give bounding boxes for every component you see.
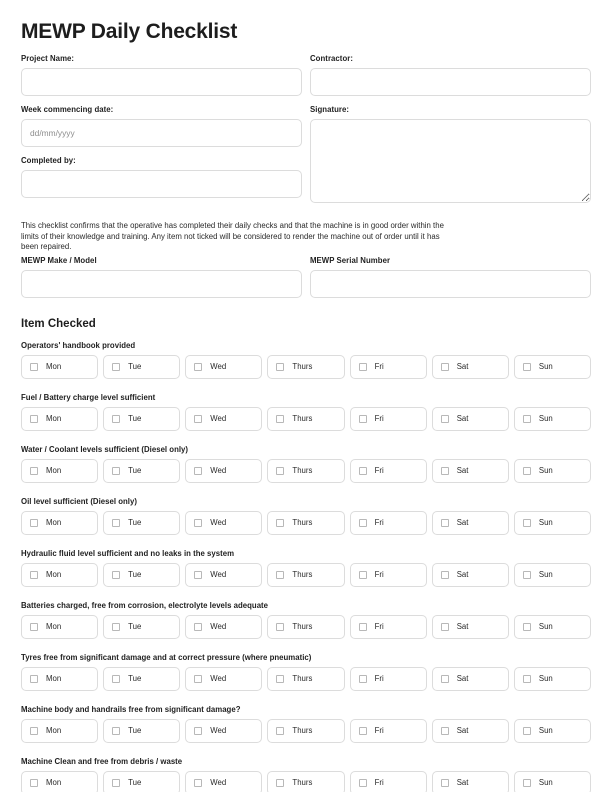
day-label: Tue: [128, 673, 142, 683]
day-label: Wed: [210, 413, 227, 423]
day-label: Sun: [538, 361, 553, 371]
day-label: Wed: [210, 621, 227, 631]
day-label: Tue: [128, 517, 142, 527]
checkbox-icon[interactable]: [112, 415, 120, 423]
checklist-item-label: Batteries charged, free from corrosion, electrolyte levels adequate: [21, 600, 269, 610]
day-label: Sat: [456, 621, 469, 631]
field-group-mewp-make-model: [21, 256, 302, 298]
day-checkbox-cell-fri[interactable]: [350, 719, 427, 743]
checkbox-icon[interactable]: [112, 779, 120, 787]
checkbox-icon[interactable]: [194, 519, 202, 527]
checkbox-icon[interactable]: [523, 675, 531, 683]
checklist-item-label: Fuel / Battery charge level sufficient: [21, 392, 156, 402]
day-checkbox-cell-sat[interactable]: [432, 719, 509, 743]
project-name-input[interactable]: [21, 68, 302, 96]
day-checkbox-cell-fri[interactable]: [350, 615, 427, 639]
day-checkbox-cell-wed[interactable]: [185, 719, 262, 743]
checkbox-icon[interactable]: [30, 675, 38, 683]
checklist-item-label: Water / Coolant levels sufficient (Diesel only): [21, 444, 189, 454]
checkbox-icon[interactable]: [359, 727, 367, 735]
field-group-mewp-serial-number: [310, 256, 591, 298]
checkbox-icon[interactable]: [112, 519, 120, 527]
checkbox-icon[interactable]: [276, 779, 284, 787]
day-checkbox-cell-sun[interactable]: [514, 771, 591, 792]
project-name-label: Project Name:: [21, 54, 75, 63]
day-checkbox-cell-sun[interactable]: [514, 719, 591, 743]
day-checkbox-cell-wed[interactable]: [185, 355, 262, 379]
checkbox-icon[interactable]: [194, 779, 202, 787]
day-checkbox-cell-thurs[interactable]: [267, 407, 344, 431]
checkbox-icon[interactable]: [276, 675, 284, 683]
day-label: Fri: [374, 725, 384, 735]
day-checkbox-row: [21, 563, 591, 587]
checkbox-icon[interactable]: [276, 623, 284, 631]
day-checkbox-cell-fri[interactable]: [350, 407, 427, 431]
day-label: Sat: [456, 777, 469, 787]
checkbox-icon[interactable]: [441, 727, 449, 735]
checkbox-icon[interactable]: [194, 623, 202, 631]
checkbox-icon[interactable]: [30, 779, 38, 787]
checkbox-icon[interactable]: [441, 467, 449, 475]
day-label: Sat: [456, 413, 469, 423]
checkbox-icon[interactable]: [194, 571, 202, 579]
day-checkbox-cell-thurs[interactable]: [267, 459, 344, 483]
day-label: Thurs: [292, 673, 313, 683]
checkbox-icon[interactable]: [441, 363, 449, 371]
day-checkbox-cell-thurs[interactable]: [267, 355, 344, 379]
header-form-left-column: [21, 54, 302, 208]
day-label: Tue: [128, 465, 142, 475]
day-checkbox-cell-sun[interactable]: [514, 459, 591, 483]
checklist-item: [21, 445, 591, 483]
checkbox-icon[interactable]: [194, 363, 202, 371]
mewp-make-model-label: MEWP Make / Model: [21, 255, 97, 265]
completed-by-label: Completed by:: [21, 156, 76, 165]
day-checkbox-cell-tue[interactable]: [103, 407, 180, 431]
checkbox-icon[interactable]: [276, 571, 284, 579]
page-title: MEWP Daily Checklist: [21, 20, 238, 43]
day-checkbox-cell-tue[interactable]: [103, 355, 180, 379]
day-label: Thurs: [292, 413, 313, 423]
checkbox-icon[interactable]: [30, 415, 38, 423]
day-checkbox-cell-sat[interactable]: [432, 771, 509, 792]
checklist-item: [21, 549, 591, 587]
checklist: [21, 341, 591, 792]
day-checkbox-cell-wed[interactable]: [185, 615, 262, 639]
day-checkbox-cell-thurs[interactable]: [267, 563, 344, 587]
day-label: Wed: [210, 517, 227, 527]
field-group-completed-by: [21, 156, 302, 198]
day-checkbox-cell-tue[interactable]: [103, 459, 180, 483]
item-checked-heading: Item Checked: [21, 317, 96, 330]
day-checkbox-cell-wed[interactable]: [185, 511, 262, 535]
day-checkbox-cell-wed[interactable]: [185, 563, 262, 587]
header-form-right-column: [310, 54, 591, 208]
checkbox-icon[interactable]: [441, 623, 449, 631]
checklist-item-label: Hydraulic fluid level sufficient and no leaks in the system: [21, 548, 235, 558]
field-group-week-commencing-date: [21, 105, 302, 147]
day-checkbox-cell-sat[interactable]: [432, 355, 509, 379]
day-checkbox-cell-thurs[interactable]: [267, 719, 344, 743]
checkbox-icon[interactable]: [112, 675, 120, 683]
day-label: Mon: [46, 465, 62, 475]
day-checkbox-cell-thurs[interactable]: [267, 667, 344, 691]
checkbox-icon[interactable]: [112, 727, 120, 735]
day-checkbox-cell-sun[interactable]: [514, 615, 591, 639]
day-checkbox-row: [21, 667, 591, 691]
checkbox-icon[interactable]: [30, 571, 38, 579]
checkbox-icon[interactable]: [523, 467, 531, 475]
day-label: Sun: [538, 673, 553, 683]
day-checkbox-cell-wed[interactable]: [185, 667, 262, 691]
day-label: Wed: [210, 673, 227, 683]
checklist-item: [21, 653, 591, 691]
day-checkbox-cell-sun[interactable]: [514, 407, 591, 431]
day-label: Fri: [374, 517, 384, 527]
checkbox-icon[interactable]: [523, 727, 531, 735]
day-label: Sun: [538, 413, 553, 423]
checkbox-icon[interactable]: [276, 363, 284, 371]
day-label: Sun: [538, 777, 553, 787]
checkbox-icon[interactable]: [112, 363, 120, 371]
checklist-item: [21, 393, 591, 431]
checkbox-icon[interactable]: [359, 623, 367, 631]
checkbox-icon[interactable]: [441, 779, 449, 787]
contractor-label: Contractor:: [310, 54, 353, 63]
day-checkbox-cell-mon[interactable]: [21, 355, 98, 379]
day-checkbox-cell-fri[interactable]: [350, 667, 427, 691]
day-checkbox-row: [21, 407, 591, 431]
checklist-item: [21, 601, 591, 639]
checkbox-icon[interactable]: [194, 415, 202, 423]
day-checkbox-cell-mon[interactable]: [21, 459, 98, 483]
day-label: Fri: [374, 621, 384, 631]
mewp-serial-number-input[interactable]: [310, 270, 591, 298]
machine-fields-row: [21, 256, 591, 298]
checklist-item-label: Tyres free from significant damage and at correct pressure (where pneumatic): [21, 652, 312, 662]
day-checkbox-cell-tue[interactable]: [103, 563, 180, 587]
day-checkbox-cell-sat[interactable]: [432, 511, 509, 535]
day-checkbox-cell-fri[interactable]: [350, 355, 427, 379]
field-group-signature: [310, 105, 591, 208]
checkbox-icon[interactable]: [194, 675, 202, 683]
field-group-contractor: [310, 54, 591, 96]
checkbox-icon[interactable]: [441, 519, 449, 527]
day-checkbox-cell-tue[interactable]: [103, 719, 180, 743]
day-label: Fri: [374, 673, 384, 683]
checkbox-icon[interactable]: [441, 415, 449, 423]
day-label: Fri: [374, 413, 384, 423]
day-label: Mon: [46, 569, 62, 579]
day-label: Fri: [374, 465, 384, 475]
day-checkbox-cell-fri[interactable]: [350, 771, 427, 792]
day-label: Mon: [46, 777, 62, 787]
signature-input[interactable]: [310, 119, 591, 203]
mewp-make-model-input[interactable]: [21, 270, 302, 298]
checkbox-icon[interactable]: [359, 519, 367, 527]
day-label: Wed: [210, 777, 227, 787]
day-checkbox-cell-tue[interactable]: [103, 511, 180, 535]
checklist-item-label: Machine Clean and free from debris / waste: [21, 756, 183, 766]
checklist-item: [21, 705, 591, 743]
day-label: Thurs: [292, 361, 313, 371]
day-checkbox-cell-mon[interactable]: [21, 563, 98, 587]
checkbox-icon[interactable]: [276, 467, 284, 475]
field-group-project-name: [21, 54, 302, 96]
checkbox-icon[interactable]: [112, 571, 120, 579]
day-label: Thurs: [292, 569, 313, 579]
checkbox-icon[interactable]: [359, 363, 367, 371]
checkbox-icon[interactable]: [276, 727, 284, 735]
day-checkbox-cell-tue[interactable]: [103, 667, 180, 691]
day-checkbox-cell-thurs[interactable]: [267, 771, 344, 792]
declaration-statement: This checklist confirms that the operative has completed their daily checks and that the machine is in good order within the limits of their knowledge and training. Any item not ticked will be considered to render the machine out of order until it has been repaired.: [21, 221, 444, 252]
day-label: Wed: [210, 725, 227, 735]
checkbox-icon[interactable]: [30, 519, 38, 527]
checklist-item: [21, 497, 591, 535]
day-label: Sat: [456, 673, 469, 683]
day-checkbox-cell-sun[interactable]: [514, 355, 591, 379]
day-checkbox-cell-wed[interactable]: [185, 771, 262, 792]
day-checkbox-cell-tue[interactable]: [103, 771, 180, 792]
week-commencing-date-label: Week commencing date:: [21, 105, 114, 114]
day-label: Tue: [128, 569, 142, 579]
day-label: Sun: [538, 517, 553, 527]
checkbox-icon[interactable]: [112, 467, 120, 475]
checkbox-icon[interactable]: [359, 779, 367, 787]
day-checkbox-cell-mon[interactable]: [21, 615, 98, 639]
day-label: Sun: [538, 465, 553, 475]
day-label: Thurs: [292, 465, 313, 475]
day-checkbox-cell-mon[interactable]: [21, 511, 98, 535]
checkbox-icon[interactable]: [359, 571, 367, 579]
day-label: Tue: [128, 621, 142, 631]
day-label: Sat: [456, 361, 469, 371]
checkbox-icon[interactable]: [276, 519, 284, 527]
day-checkbox-cell-sun[interactable]: [514, 667, 591, 691]
day-label: Fri: [374, 777, 384, 787]
checkbox-icon[interactable]: [523, 363, 531, 371]
checkbox-icon[interactable]: [523, 415, 531, 423]
day-label: Thurs: [292, 725, 313, 735]
day-checkbox-cell-sat[interactable]: [432, 667, 509, 691]
day-label: Sat: [456, 517, 469, 527]
checkbox-icon[interactable]: [523, 779, 531, 787]
checkbox-icon[interactable]: [30, 363, 38, 371]
day-checkbox-cell-thurs[interactable]: [267, 511, 344, 535]
day-checkbox-cell-tue[interactable]: [103, 615, 180, 639]
day-checkbox-cell-thurs[interactable]: [267, 615, 344, 639]
day-label: Sun: [538, 569, 553, 579]
day-checkbox-cell-fri[interactable]: [350, 511, 427, 535]
day-label: Sat: [456, 465, 469, 475]
day-label: Sat: [456, 725, 469, 735]
checkbox-icon[interactable]: [30, 727, 38, 735]
checklist-item-label: Machine body and handrails free from significant damage?: [21, 704, 241, 714]
checkbox-icon[interactable]: [359, 415, 367, 423]
day-checkbox-cell-sat[interactable]: [432, 615, 509, 639]
day-checkbox-cell-wed[interactable]: [185, 459, 262, 483]
day-label: Fri: [374, 569, 384, 579]
day-checkbox-row: [21, 355, 591, 379]
day-label: Wed: [210, 361, 227, 371]
day-checkbox-cell-sat[interactable]: [432, 563, 509, 587]
day-label: Sun: [538, 725, 553, 735]
checkbox-icon[interactable]: [523, 519, 531, 527]
day-checkbox-cell-fri[interactable]: [350, 459, 427, 483]
checkbox-icon[interactable]: [441, 571, 449, 579]
checkbox-icon[interactable]: [30, 467, 38, 475]
day-label: Mon: [46, 413, 62, 423]
day-checkbox-row: [21, 459, 591, 483]
day-label: Thurs: [292, 777, 313, 787]
checklist-item-label: Oil level sufficient (Diesel only): [21, 496, 137, 506]
day-label: Thurs: [292, 621, 313, 631]
checkbox-icon[interactable]: [359, 467, 367, 475]
completed-by-input[interactable]: [21, 170, 302, 198]
day-checkbox-cell-mon[interactable]: [21, 407, 98, 431]
day-label: Tue: [128, 413, 142, 423]
day-label: Mon: [46, 725, 62, 735]
day-label: Fri: [374, 361, 384, 371]
signature-label: Signature:: [310, 105, 350, 114]
day-label: Tue: [128, 725, 142, 735]
week-commencing-date-input[interactable]: [21, 119, 302, 147]
day-label: Wed: [210, 465, 227, 475]
contractor-input[interactable]: [310, 68, 591, 96]
checkbox-icon[interactable]: [276, 415, 284, 423]
checkbox-icon[interactable]: [194, 467, 202, 475]
day-label: Mon: [46, 361, 62, 371]
day-label: Mon: [46, 673, 62, 683]
day-label: Tue: [128, 777, 142, 787]
day-checkbox-cell-wed[interactable]: [185, 407, 262, 431]
day-checkbox-cell-sun[interactable]: [514, 511, 591, 535]
day-checkbox-cell-sat[interactable]: [432, 459, 509, 483]
checkbox-icon[interactable]: [523, 623, 531, 631]
day-checkbox-row: [21, 771, 591, 792]
day-checkbox-row: [21, 511, 591, 535]
checklist-item: [21, 341, 591, 379]
checkbox-icon[interactable]: [359, 675, 367, 683]
checklist-item-label: Operators' handbook provided: [21, 340, 136, 350]
day-checkbox-cell-fri[interactable]: [350, 563, 427, 587]
day-label: Sat: [456, 569, 469, 579]
day-label: Tue: [128, 361, 142, 371]
day-label: Sun: [538, 621, 553, 631]
checkbox-icon[interactable]: [194, 727, 202, 735]
day-checkbox-cell-sat[interactable]: [432, 407, 509, 431]
checkbox-icon[interactable]: [112, 623, 120, 631]
day-checkbox-cell-mon[interactable]: [21, 719, 98, 743]
day-checkbox-cell-sun[interactable]: [514, 563, 591, 587]
day-checkbox-row: [21, 615, 591, 639]
mewp-serial-number-label: MEWP Serial Number: [310, 255, 391, 265]
checklist-item: [21, 757, 591, 792]
day-label: Wed: [210, 569, 227, 579]
day-checkbox-cell-mon[interactable]: [21, 771, 98, 792]
day-label: Thurs: [292, 517, 313, 527]
checkbox-icon[interactable]: [441, 675, 449, 683]
day-checkbox-cell-mon[interactable]: [21, 667, 98, 691]
day-label: Mon: [46, 517, 62, 527]
checkbox-icon[interactable]: [30, 623, 38, 631]
header-form: [21, 54, 591, 208]
day-label: Mon: [46, 621, 62, 631]
day-checkbox-row: [21, 719, 591, 743]
checkbox-icon[interactable]: [523, 571, 531, 579]
